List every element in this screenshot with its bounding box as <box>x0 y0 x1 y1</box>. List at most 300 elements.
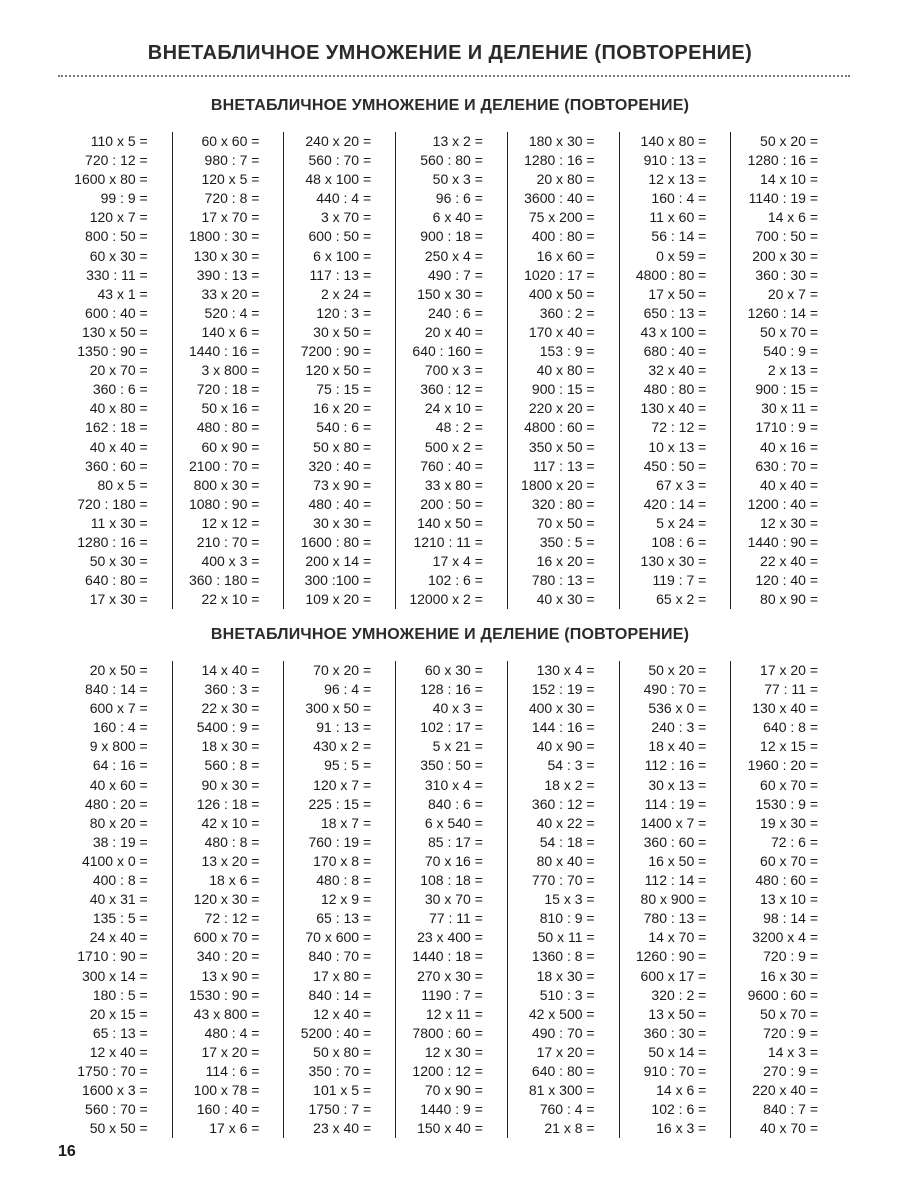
exercise: 48 x 100 = <box>305 171 372 188</box>
exercise: 400 x 50 = <box>528 285 595 302</box>
exercise: 75 x 200 = <box>528 209 595 226</box>
exercise: 4100 x 0 = <box>81 852 148 869</box>
exercise: 240 : 6 = <box>427 304 483 321</box>
exercise: 1960 : 20 = <box>747 757 819 774</box>
exercise: 20 x 7 = <box>767 285 819 302</box>
exercise-column <box>283 661 395 1138</box>
exercise: 119 : 7 = <box>652 572 707 589</box>
exercise: 480 : 8 = <box>316 872 372 889</box>
exercise: 1530 : 90 = <box>188 986 260 1003</box>
exercise: 490 : 70 = <box>531 1024 595 1041</box>
exercise: 22 x 10 = <box>201 591 260 608</box>
exercise: 1800 x 20 = <box>521 476 595 493</box>
exercise: 17 x 20 = <box>536 1043 595 1060</box>
exercise: 640 : 8 = <box>763 719 819 736</box>
exercise: 200 x 30 = <box>752 247 819 264</box>
exercise: 720 : 180 = <box>77 495 148 512</box>
exercise: 9600 : 60 = <box>747 986 819 1003</box>
exercise: 700 : 50 = <box>755 228 819 245</box>
exercise: 480 : 4 = <box>204 1024 260 1041</box>
exercise-column <box>172 661 284 1138</box>
exercise: 180 : 5 = <box>92 986 148 1003</box>
exercise: 24 x 40 = <box>89 929 148 946</box>
exercise: 14 x 40 = <box>201 662 260 678</box>
exercise: 1600 x 3 = <box>81 1082 148 1099</box>
exercise: 42 x 500 = <box>528 1005 595 1022</box>
exercise: 640 : 80 = <box>531 1062 595 1079</box>
exercise: 20 x 40 = <box>424 323 483 340</box>
exercise: 270 x 30 = <box>417 967 483 984</box>
exercise: 98 : 14 = <box>763 910 819 927</box>
exercise: 1750 : 7 = <box>308 1101 372 1118</box>
exercise: 320 : 2 = <box>651 986 707 1003</box>
exercise: 140 x 6 = <box>201 323 260 340</box>
exercise: 1440 : 9 = <box>420 1101 483 1118</box>
exercise: 5 x 24 = <box>656 514 707 531</box>
exercise: 140 x 50 = <box>417 514 483 531</box>
exercise: 18 x 40 = <box>648 738 707 755</box>
exercise: 140 x 80 = <box>640 133 707 149</box>
exercise: 780 : 13 = <box>643 910 707 927</box>
exercise: 300 :100 = <box>304 572 372 589</box>
exercise: 800 : 50 = <box>85 228 148 245</box>
exercise: 1280 : 16 = <box>77 533 148 550</box>
exercise: 17 x 20 = <box>201 1043 260 1060</box>
exercise: 40 x 60 = <box>89 776 148 793</box>
exercise: 450 : 50 = <box>643 457 707 474</box>
exercise: 20 x 15 = <box>89 1005 148 1022</box>
exercise: 22 x 30 = <box>201 700 260 717</box>
exercise: 360 : 60 = <box>643 833 707 850</box>
exercise: 150 x 30 = <box>417 285 483 302</box>
exercise: 109 x 20 = <box>305 591 372 608</box>
exercise: 360 : 2 = <box>539 304 595 321</box>
exercise: 77 : 11 = <box>429 910 483 927</box>
exercise: 60 x 70 = <box>760 852 819 869</box>
exercise: 720 : 9 = <box>763 1024 819 1041</box>
exercise-column <box>395 661 507 1138</box>
exercise: 900 : 15 = <box>755 381 819 398</box>
exercise: 210 : 70 = <box>196 533 260 550</box>
exercise: 480 : 80 = <box>643 381 707 398</box>
exercise: 12 x 9 = <box>320 891 372 908</box>
exercise: 12 x 40 = <box>89 1043 148 1060</box>
exercise: 96 : 6 = <box>435 190 483 207</box>
exercise: 30 x 30 = <box>313 514 372 531</box>
exercise: 17 x 4 = <box>432 553 483 570</box>
exercise: 50 x 70 = <box>760 1005 819 1022</box>
exercise: 12 x 30 = <box>760 514 819 531</box>
exercise: 180 x 30 = <box>528 133 595 149</box>
exercise: 1080 : 90 = <box>188 495 260 512</box>
exercise: 14 x 6 = <box>767 209 819 226</box>
exercise: 400 : 8 = <box>92 872 148 889</box>
exercise: 70 x 20 = <box>313 662 372 678</box>
exercise: 16 x 20 = <box>313 400 372 417</box>
exercise: 720 : 8 = <box>204 190 260 207</box>
exercise: 43 x 1 = <box>97 285 148 302</box>
exercise-grid-2 <box>60 661 842 1138</box>
exercise: 300 x 14 = <box>81 967 148 984</box>
exercise: 840 : 7 = <box>763 1101 819 1118</box>
exercise: 225 : 15 = <box>308 795 372 812</box>
exercise: 40 x 80 = <box>536 362 595 379</box>
exercise: 120 x 7 = <box>313 776 372 793</box>
exercise: 840 : 14 = <box>308 986 372 1003</box>
exercise: 65 : 13 = <box>316 910 372 927</box>
exercise: 108 : 6 = <box>651 533 707 550</box>
exercise: 120 : 3 = <box>316 304 372 321</box>
exercise: 64 : 16 = <box>92 757 148 774</box>
exercise: 30 x 11 = <box>761 400 819 417</box>
exercise-column <box>507 132 619 609</box>
exercise: 400 : 80 = <box>531 228 595 245</box>
exercise: 480 : 8 = <box>204 833 260 850</box>
exercise: 40 x 22 = <box>536 814 595 831</box>
exercise: 110 x 5 = <box>90 133 148 149</box>
exercise: 16 x 3 = <box>656 1120 707 1137</box>
exercise: 60 x 30 = <box>424 662 483 678</box>
exercise: 13 x 2 = <box>432 133 483 149</box>
exercise-column <box>619 132 731 609</box>
page-number: 16 <box>58 1143 76 1160</box>
exercise: 1530 : 9 = <box>755 795 819 812</box>
exercise: 70 x 16 = <box>424 852 483 869</box>
exercise: 600 : 50 = <box>308 228 372 245</box>
exercise: 50 x 14 = <box>648 1043 707 1060</box>
exercise: 22 x 40 = <box>760 553 819 570</box>
exercise: 220 x 20 = <box>528 400 595 417</box>
exercise: 980 : 7 = <box>204 152 260 169</box>
exercise: 720 : 9 = <box>763 948 819 965</box>
exercise: 4800 : 80 = <box>635 266 707 283</box>
exercise: 2100 : 70 = <box>188 457 260 474</box>
exercise-column <box>172 132 284 609</box>
exercise: 840 : 14 = <box>85 681 148 698</box>
exercise: 490 : 7 = <box>427 266 483 283</box>
exercise: 160 : 4 = <box>651 190 707 207</box>
exercise: 12 x 13 = <box>648 171 707 188</box>
exercise: 240 x 20 = <box>305 133 372 149</box>
exercise: 12000 x 2 = <box>409 591 483 608</box>
exercise: 96 : 4 = <box>324 681 372 698</box>
dotted-divider <box>58 75 850 77</box>
exercise: 162 : 18 = <box>85 419 148 436</box>
exercise: 4800 : 60 = <box>524 419 595 436</box>
exercise: 50 x 3 = <box>432 171 483 188</box>
exercise: 67 x 3 = <box>656 476 707 493</box>
exercise: 12 x 40 = <box>313 1005 372 1022</box>
exercise: 1280 : 16 = <box>747 152 819 169</box>
exercise: 910 : 70 = <box>643 1062 707 1079</box>
exercise: 130 x 40 = <box>640 400 707 417</box>
exercise: 16 x 60 = <box>536 247 595 264</box>
exercise: 360 : 180 = <box>188 572 260 589</box>
exercise: 540 : 6 = <box>316 419 372 436</box>
exercise: 38 : 19 = <box>92 833 148 850</box>
exercise: 630 : 70 = <box>755 457 819 474</box>
exercise: 11 x 30 = <box>90 514 148 531</box>
exercise: 70 x 90 = <box>424 1082 483 1099</box>
exercise: 360 : 30 = <box>755 266 819 283</box>
exercise: 40 x 40 = <box>89 438 148 455</box>
exercise: 130 x 30 = <box>640 553 707 570</box>
section-title-1: ВНЕТАБЛИЧНОЕ УМНОЖЕНИЕ И ДЕЛЕНИЕ (ПОВТОРЕНИЕ) <box>210 97 690 114</box>
exercise: 50 x 80 = <box>313 1043 372 1060</box>
exercise: 13 x 50 = <box>648 1005 707 1022</box>
exercise: 91 : 13 = <box>316 719 372 736</box>
exercise: 500 x 2 = <box>424 438 483 455</box>
exercise: 700 x 3 = <box>424 362 483 379</box>
exercise-column <box>730 132 842 609</box>
exercise: 117 : 13 = <box>532 457 595 474</box>
exercise: 20 x 50 = <box>89 662 148 678</box>
exercise: 900 : 18 = <box>420 228 483 245</box>
exercise: 490 : 70 = <box>643 681 707 698</box>
section-title-2: ВНЕТАБЛИЧНОЕ УМНОЖЕНИЕ И ДЕЛЕНИЕ (ПОВТОРЕНИЕ) <box>210 626 690 643</box>
exercise: 1260 : 14 = <box>747 304 819 321</box>
exercise: 14 x 3 = <box>767 1043 819 1060</box>
exercise: 1360 : 8 = <box>531 948 595 965</box>
exercise: 60 x 60 = <box>201 133 260 149</box>
exercise: 320 : 80 = <box>531 495 595 512</box>
exercise: 114 : 19 = <box>644 795 707 812</box>
exercise-grid-1 <box>60 132 842 609</box>
exercise: 32 x 40 = <box>648 362 707 379</box>
exercise: 40 x 30 = <box>536 591 595 608</box>
exercise: 81 x 300 = <box>528 1082 595 1099</box>
exercise: 65 x 2 = <box>656 591 707 608</box>
exercise: 48 : 2 = <box>435 419 483 436</box>
exercise: 270 : 9 = <box>763 1062 819 1079</box>
exercise: 1190 : 7 = <box>421 986 483 1003</box>
exercise: 50 x 80 = <box>313 438 372 455</box>
exercise: 20 x 70 = <box>89 362 148 379</box>
exercise: 30 x 50 = <box>313 323 372 340</box>
exercise: 16 x 30 = <box>760 967 819 984</box>
exercise: 50 x 30 = <box>89 553 148 570</box>
exercise: 40 x 40 = <box>760 476 819 493</box>
exercise: 1140 : 19 = <box>748 190 819 207</box>
exercise: 3 x 800 = <box>201 362 260 379</box>
exercise: 1440 : 16 = <box>188 343 260 360</box>
exercise: 720 : 18 = <box>196 381 260 398</box>
exercise: 160 : 40 = <box>196 1101 260 1118</box>
exercise: 117 : 13 = <box>309 266 372 283</box>
exercise: 95 : 5 = <box>324 757 372 774</box>
exercise: 6 x 100 = <box>313 247 372 264</box>
exercise: 1210 : 11 = <box>413 533 483 550</box>
exercise: 130 x 30 = <box>193 247 260 264</box>
exercise: 360 : 3 = <box>204 681 260 698</box>
exercise: 2 x 13 = <box>767 362 819 379</box>
exercise: 17 x 50 = <box>648 285 707 302</box>
exercise: 153 : 9 = <box>539 343 595 360</box>
exercise: 18 x 6 = <box>209 872 260 889</box>
exercise: 13 x 20 = <box>201 852 260 869</box>
exercise: 350 : 50 = <box>420 757 483 774</box>
exercise: 100 x 78 = <box>193 1082 260 1099</box>
exercise: 130 x 50 = <box>81 323 148 340</box>
exercise: 72 : 6 = <box>770 833 819 850</box>
exercise: 50 x 11 = <box>537 929 595 946</box>
exercise: 320 : 40 = <box>308 457 372 474</box>
exercise-column <box>507 661 619 1138</box>
exercise: 150 x 40 = <box>417 1120 483 1137</box>
exercise: 54 : 3 = <box>547 757 595 774</box>
exercise: 760 : 40 = <box>420 457 483 474</box>
exercise: 220 x 40 = <box>752 1082 819 1099</box>
exercise: 160 : 4 = <box>92 719 148 736</box>
exercise: 600 : 40 = <box>85 304 148 321</box>
page-title: ВНЕТАБЛИЧНОЕ УМНОЖЕНИЕ И ДЕЛЕНИЕ (ПОВТОРЕНИЕ) <box>147 42 753 64</box>
exercise: 112 : 16 = <box>644 757 707 774</box>
exercise: 102 : 17 = <box>420 719 483 736</box>
exercise: 40 x 70 = <box>760 1120 819 1137</box>
exercise: 1750 : 70 = <box>77 1062 148 1079</box>
exercise: 560 : 70 = <box>308 152 372 169</box>
exercise: 1280 : 16 = <box>524 152 595 169</box>
exercise: 6 x 40 = <box>432 209 483 226</box>
exercise: 350 x 50 = <box>528 438 595 455</box>
exercise: 1710 : 9 = <box>755 419 819 436</box>
exercise: 720 : 12 = <box>85 152 148 169</box>
exercise: 330 : 11 = <box>86 266 148 283</box>
exercise: 50 x 20 = <box>648 662 707 678</box>
exercise: 400 x 3 = <box>201 553 260 570</box>
exercise: 40 x 31 = <box>89 891 148 908</box>
exercise: 12 x 30 = <box>424 1043 483 1060</box>
exercise: 1710 : 90 = <box>77 948 148 965</box>
exercise: 50 x 70 = <box>760 323 819 340</box>
exercise: 80 x 5 = <box>97 476 148 493</box>
exercise: 0 x 59 = <box>656 247 707 264</box>
exercise: 72 : 12 = <box>651 419 707 436</box>
exercise: 152 : 19 = <box>531 681 595 698</box>
exercise: 360 : 30 = <box>643 1024 707 1041</box>
exercise: 120 x 30 = <box>193 891 260 908</box>
exercise: 1800 : 30 = <box>188 228 260 245</box>
exercise: 10 x 13 = <box>648 438 707 455</box>
exercise: 650 : 13 = <box>643 304 707 321</box>
exercise: 50 x 16 = <box>201 400 260 417</box>
exercise: 40 x 16 = <box>760 438 819 455</box>
exercise: 440 : 4 = <box>316 190 372 207</box>
exercise: 840 : 6 = <box>427 795 483 812</box>
exercise: 1020 : 17 = <box>524 266 595 283</box>
exercise: 780 : 13 = <box>531 572 595 589</box>
exercise-column <box>60 661 172 1138</box>
exercise: 3200 x 4 = <box>752 929 819 946</box>
exercise: 1600 : 80 = <box>300 533 372 550</box>
exercise: 680 : 40 = <box>643 343 707 360</box>
exercise: 17 x 70 = <box>201 209 260 226</box>
exercise: 1200 : 40 = <box>747 495 819 512</box>
exercise: 480 : 60 = <box>755 872 819 889</box>
exercise: 126 : 18 = <box>196 795 260 812</box>
exercise: 80 x 40 = <box>536 852 595 869</box>
exercise: 240 : 3 = <box>651 719 707 736</box>
exercise: 102 : 6 = <box>651 1101 707 1118</box>
exercise-column <box>730 661 842 1138</box>
exercise: 72 : 12 = <box>204 910 260 927</box>
exercise: 18 x 30 = <box>536 967 595 984</box>
exercise-column <box>283 132 395 609</box>
exercise: 1400 x 7 = <box>640 814 707 831</box>
exercise: 560 : 80 = <box>420 152 483 169</box>
exercise: 60 x 30 = <box>89 247 148 264</box>
exercise: 250 x 4 = <box>424 247 483 264</box>
exercise: 6 x 540 = <box>424 814 483 831</box>
exercise: 770 : 70 = <box>531 872 595 889</box>
exercise: 144 : 16 = <box>531 719 595 736</box>
exercise: 7200 : 90 = <box>300 343 372 360</box>
exercise: 480 : 40 = <box>308 495 372 512</box>
exercise: 17 x 20 = <box>760 662 819 678</box>
exercise: 1200 : 12 = <box>412 1062 483 1079</box>
exercise: 80 x 20 = <box>89 814 148 831</box>
exercise: 900 : 15 = <box>531 381 595 398</box>
exercise: 480 : 20 = <box>85 795 148 812</box>
exercise: 43 x 800 = <box>193 1005 260 1022</box>
exercise: 12 x 11 = <box>425 1005 483 1022</box>
exercise: 12 x 12 = <box>201 514 260 531</box>
exercise: 170 x 8 = <box>313 852 372 869</box>
exercise: 60 x 70 = <box>760 776 819 793</box>
exercise: 5200 : 40 = <box>300 1024 372 1041</box>
exercise: 5 x 21 = <box>432 738 483 755</box>
exercise: 24 x 10 = <box>424 400 483 417</box>
exercise: 16 x 50 = <box>648 852 707 869</box>
exercise: 1350 : 90 = <box>77 343 148 360</box>
exercise: 360 : 12 = <box>531 795 595 812</box>
exercise: 120 x 7 = <box>89 209 148 226</box>
exercise: 600 x 7 = <box>89 700 148 717</box>
exercise: 3 x 70 = <box>320 209 372 226</box>
exercise: 70 x 600 = <box>305 929 372 946</box>
exercise: 1440 : 18 = <box>412 948 483 965</box>
exercise: 536 x 0 = <box>648 700 707 717</box>
exercise: 30 x 70 = <box>424 891 483 908</box>
exercise: 23 x 40 = <box>313 1120 372 1137</box>
exercise: 23 x 400 = <box>417 929 483 946</box>
exercise: 560 : 8 = <box>204 757 260 774</box>
exercise: 18 x 30 = <box>201 738 260 755</box>
exercise: 840 : 70 = <box>308 948 372 965</box>
exercise: 9 x 800 = <box>89 738 148 755</box>
exercise: 760 : 4 = <box>539 1101 595 1118</box>
exercise: 120 x 50 = <box>305 362 372 379</box>
exercise: 13 x 90 = <box>201 967 260 984</box>
exercise: 14 x 70 = <box>648 929 707 946</box>
exercise: 99 : 9 = <box>100 190 148 207</box>
exercise: 33 x 20 = <box>201 285 260 302</box>
exercise: 50 x 50 = <box>89 1120 148 1137</box>
exercise: 114 : 6 = <box>205 1062 260 1079</box>
exercise: 15 x 3 = <box>544 891 595 908</box>
exercise: 520 : 4 = <box>204 304 260 321</box>
exercise: 300 x 50 = <box>305 700 372 717</box>
exercise: 400 x 30 = <box>528 700 595 717</box>
exercise: 70 x 50 = <box>536 514 595 531</box>
exercise: 120 x 5 = <box>201 171 260 188</box>
exercise: 640 : 80 = <box>85 572 148 589</box>
exercise: 128 : 16 = <box>420 681 483 698</box>
exercise: 13 x 10 = <box>760 891 819 908</box>
exercise: 130 x 40 = <box>752 700 819 717</box>
exercise: 43 x 100 = <box>640 323 707 340</box>
exercise: 16 x 20 = <box>536 553 595 570</box>
